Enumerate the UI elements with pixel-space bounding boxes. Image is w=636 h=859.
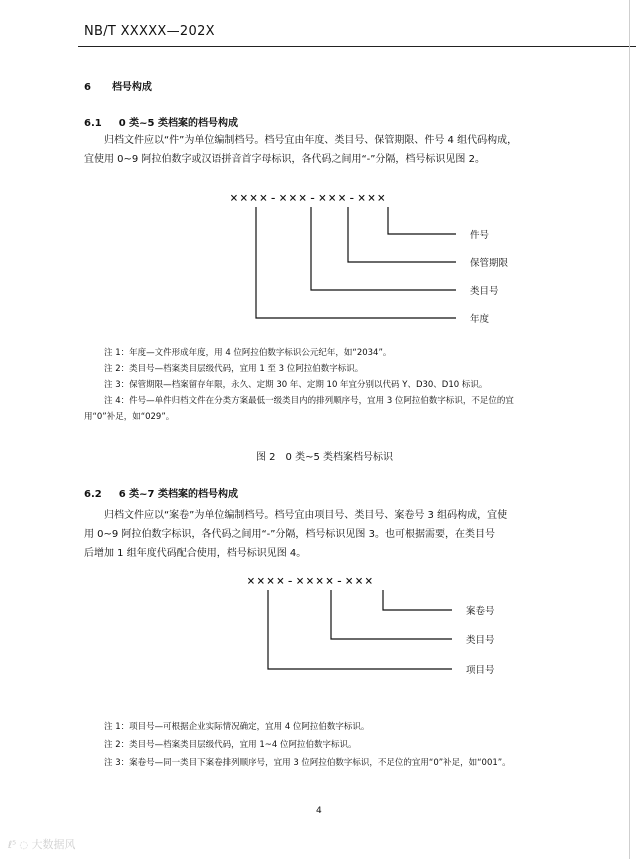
watermark-logo-icon: ℓ⁵ ◌	[8, 840, 29, 851]
watermark-text: 大数据风	[31, 838, 76, 851]
fig2-note-2: 注 2：类目号—档案类目层级代码，宜用 1 至 3 位阿拉伯数字标识。	[104, 364, 364, 374]
fig3-label-xiangmu: 项目号	[466, 665, 495, 676]
fig3-label-leimu: 类目号	[466, 635, 495, 646]
section-6-2-number: 6.2	[84, 489, 102, 500]
fig3-label-anjuan: 案卷号	[466, 606, 495, 617]
section-6-2-title: 6 类~7 类档案的档号构成	[118, 489, 238, 500]
section-6-title: 档号构成	[111, 82, 152, 93]
page-number: 4	[316, 806, 322, 816]
section-6-1-para-line2: 宜使用 0~9 阿拉伯数字或汉语拼音首字母标识，各代码之间用“-”分隔，档号标识见图 2。	[84, 154, 485, 165]
section-6-1-para-line1: 归档文件应以“件”为单位编制档号。档号宜由年度、类目号、保管期限、件号 4 组代码构成，	[104, 135, 518, 146]
section-6-1-number: 6.1	[84, 118, 102, 129]
fig2-note-1: 注 1：年度—文件形成年度，用 4 位阿拉伯数字标识公元纪年，如“2034”。	[104, 348, 392, 358]
fig2-title: 图 2 0 类~5 类档案档号标识	[256, 452, 394, 463]
fig3-line-leimu	[331, 590, 452, 639]
section-6-2-para-line2: 用 0~9 阿拉伯数字标识，各代码之间用“-”分隔，档号标识见图 3。也可根据需要，在类目号	[84, 529, 495, 540]
fig2-label-leimu: 类目号	[470, 286, 499, 297]
fig3-note-2: 注 2：类目号—档案类目层级代码，宜用 1~4 位阿拉伯数字标识。	[104, 740, 357, 750]
fig2-label-jianhao: 件号	[470, 230, 490, 241]
section-6-number: 6	[84, 82, 91, 93]
fig2-note-4-cont: 用“0”补足，如“029”。	[84, 412, 175, 422]
fig3-note-1: 注 1：项目号—可根据企业实际情况确定，宜用 4 位阿拉伯数字标识。	[104, 722, 370, 732]
fig3-code-format: ××××-××××-×××	[247, 574, 375, 589]
fig2-note-3: 注 3：保管期限—档案留存年限，永久、定期 30 年、定期 10 年宜分别以代码 Y、D30、D10 标识。	[104, 380, 488, 390]
fig3-line-anjuan	[383, 590, 452, 610]
fig3-note-3: 注 3：案卷号—同一类目下案卷排列顺序号，宜用 3 位阿拉伯数字标识，不足位的宜用“0”补足，如“001”。	[104, 758, 511, 768]
watermark	[8, 836, 76, 852]
section-6-2-para-line1: 归档文件应以“案卷”为单位编制档号。档号宜由项目号、类目号、案卷号 3 组码构成，宜使	[104, 510, 508, 521]
fig3-line-xiangmu	[268, 590, 452, 669]
fig2-label-baoguan: 保管期限	[470, 258, 509, 269]
fig2-label-niandu: 年度	[470, 314, 490, 325]
fig2-code-format: ××××-×××-×××-×××	[230, 191, 388, 206]
standard-code: NB/T XXXXX—202X	[84, 24, 215, 39]
section-6-2-para-line3: 后增加 1 组年度代码配合使用，档号标识见图 4。	[84, 548, 307, 559]
fig2-note-4: 注 4：件号—单件归档文件在分类方案最低一级类目内的排列顺序号，宜用 3 位阿拉伯数字标识，不足位的宜	[104, 396, 514, 406]
section-6-1-title: 0 类~5 类档案的档号构成	[118, 118, 238, 129]
